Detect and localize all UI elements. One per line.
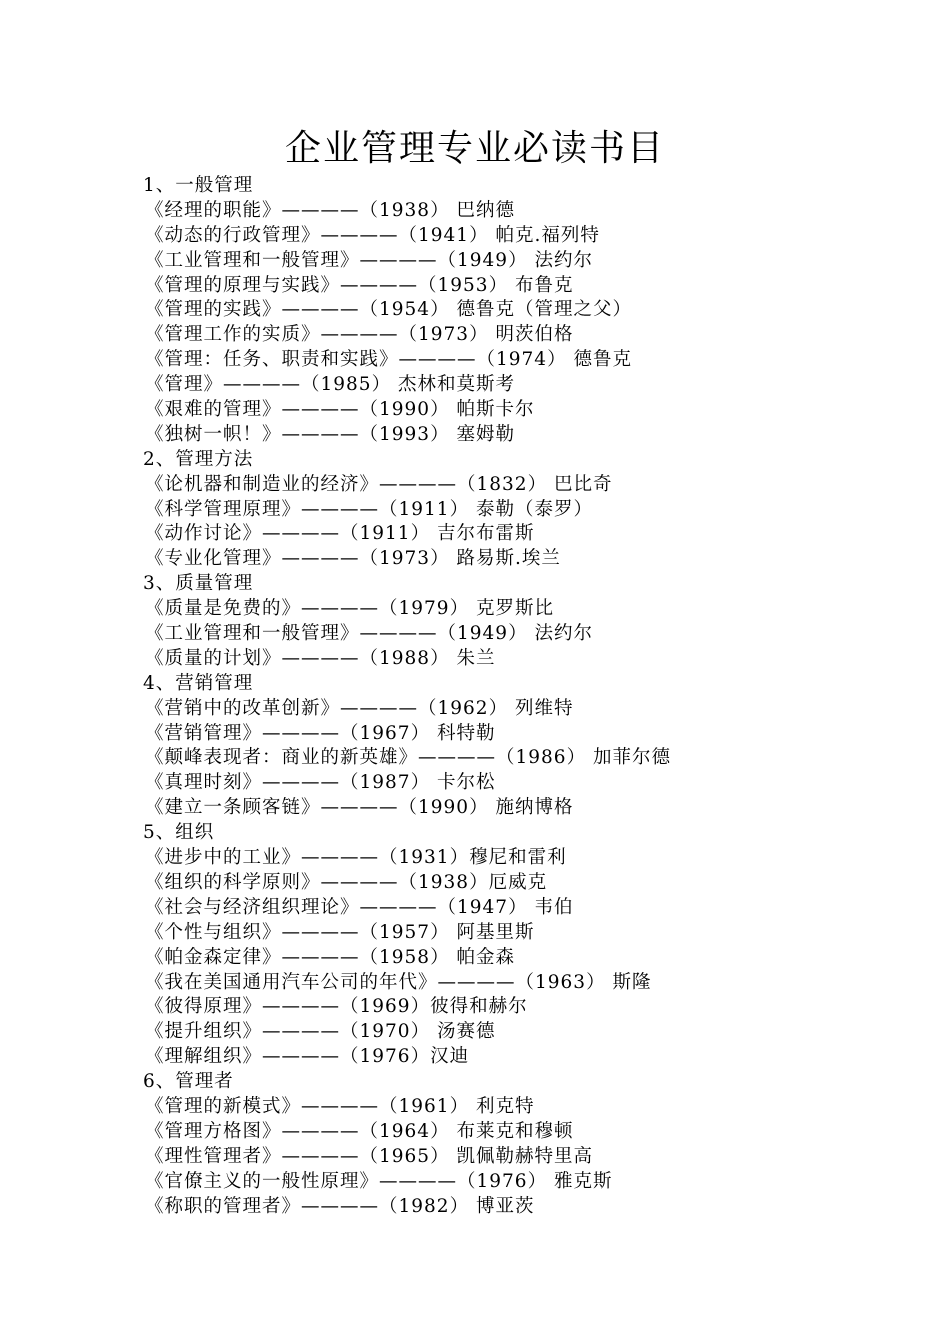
book-entry: 《质量是免费的》————（1979） 克罗斯比 bbox=[145, 598, 554, 620]
book-entry: 《动作讨论》————（1911） 吉尔布雷斯 bbox=[145, 523, 535, 545]
book-entry: 《理解组织》————（1976）汉迪 bbox=[145, 1046, 470, 1068]
book-entry: 《营销管理》————（1967） 科特勒 bbox=[145, 722, 496, 744]
book-entry: 《称职的管理者》————（1982） 博亚茨 bbox=[145, 1195, 535, 1217]
book-entry: 《论机器和制造业的经济》————（1832） 巴比奇 bbox=[145, 473, 613, 495]
section bbox=[143, 448, 923, 572]
section bbox=[143, 821, 923, 1070]
book-entry: 《工业管理和一般管理》————（1949） 法约尔 bbox=[145, 623, 593, 645]
book-entry: 《颠峰表现者：商业的新英雄》————（1986） 加菲尔德 bbox=[145, 747, 671, 769]
book-entry: 《动态的行政管理》————（1941） 帕克.福列特 bbox=[145, 224, 600, 246]
book-entry: 《帕金森定律》————（1958） 帕金森 bbox=[145, 946, 515, 968]
book-entry: 《质量的计划》————（1988） 朱兰 bbox=[145, 647, 496, 669]
book-entry: 《组织的科学原则》————（1938）厄威克 bbox=[145, 871, 548, 893]
book-entry: 《管理的实践》————（1954） 德鲁克（管理之父） bbox=[145, 299, 632, 321]
section bbox=[143, 572, 923, 672]
section-heading: 3、质量管理 bbox=[143, 573, 254, 595]
book-entry: 《社会与经济组织理论》————（1947） 韦伯 bbox=[145, 896, 574, 918]
book-entry: 《官僚主义的一般性原理》————（1976） 雅克斯 bbox=[145, 1170, 613, 1192]
book-entry: 《彼得原理》————（1969）彼得和赫尔 bbox=[145, 996, 528, 1018]
section bbox=[143, 672, 923, 821]
section bbox=[143, 1070, 923, 1219]
book-entry: 《专业化管理》————（1973） 路易斯.埃兰 bbox=[145, 548, 561, 570]
book-entry: 《独树一帜！》————（1993） 塞姆勒 bbox=[145, 423, 515, 445]
section-heading: 6、管理者 bbox=[143, 1071, 234, 1093]
section-heading: 5、组织 bbox=[143, 822, 215, 844]
book-entry: 《理性管理者》————（1965） 凯佩勒赫特里高 bbox=[145, 1145, 593, 1167]
book-entry: 《管理》————（1985） 杰林和莫斯考 bbox=[145, 374, 515, 396]
section-heading: 1、一般管理 bbox=[143, 175, 254, 196]
book-entry: 《科学管理原理》————（1911） 泰勒（泰罗） bbox=[145, 498, 593, 520]
book-entry: 《管理：任务、职责和实践》————（1974） 德鲁克 bbox=[145, 349, 632, 371]
book-entry: 《营销中的改革创新》————（1962） 列维特 bbox=[145, 697, 574, 719]
book-entry: 《管理方格图》————（1964） 布莱克和穆顿 bbox=[145, 1120, 574, 1142]
book-entry: 《工业管理和一般管理》————（1949） 法约尔 bbox=[145, 249, 593, 271]
book-entry: 《艰难的管理》————（1990） 帕斯卡尔 bbox=[145, 399, 535, 421]
section-heading: 4、营销管理 bbox=[143, 672, 254, 694]
page-title: 企业管理专业必读书目 bbox=[284, 128, 665, 169]
section bbox=[143, 174, 923, 448]
book-entry: 《个性与组织》————（1957） 阿基里斯 bbox=[145, 921, 535, 943]
book-entry: 《经理的职能》————（1938） 巴纳德 bbox=[145, 199, 515, 221]
book-entry: 《提升组织》————（1970） 汤赛德 bbox=[145, 1021, 496, 1043]
book-entry: 《真理时刻》————（1987） 卡尔松 bbox=[145, 772, 496, 794]
book-entry: 《管理工作的实质》————（1973） 明茨伯格 bbox=[145, 324, 574, 346]
section-heading: 2、管理方法 bbox=[143, 448, 254, 470]
book-entry: 《管理的原理与实践》————（1953） 布鲁克 bbox=[145, 274, 574, 296]
reading-list bbox=[143, 174, 923, 1219]
book-entry: 《我在美国通用汽车公司的年代》————（1963） 斯隆 bbox=[145, 971, 652, 993]
book-entry: 《进步中的工业》————（1931）穆尼和雷利 bbox=[145, 847, 567, 869]
book-entry: 《建立一条顾客链》————（1990） 施纳博格 bbox=[145, 797, 574, 819]
book-entry: 《管理的新模式》————（1961） 利克特 bbox=[145, 1095, 535, 1117]
